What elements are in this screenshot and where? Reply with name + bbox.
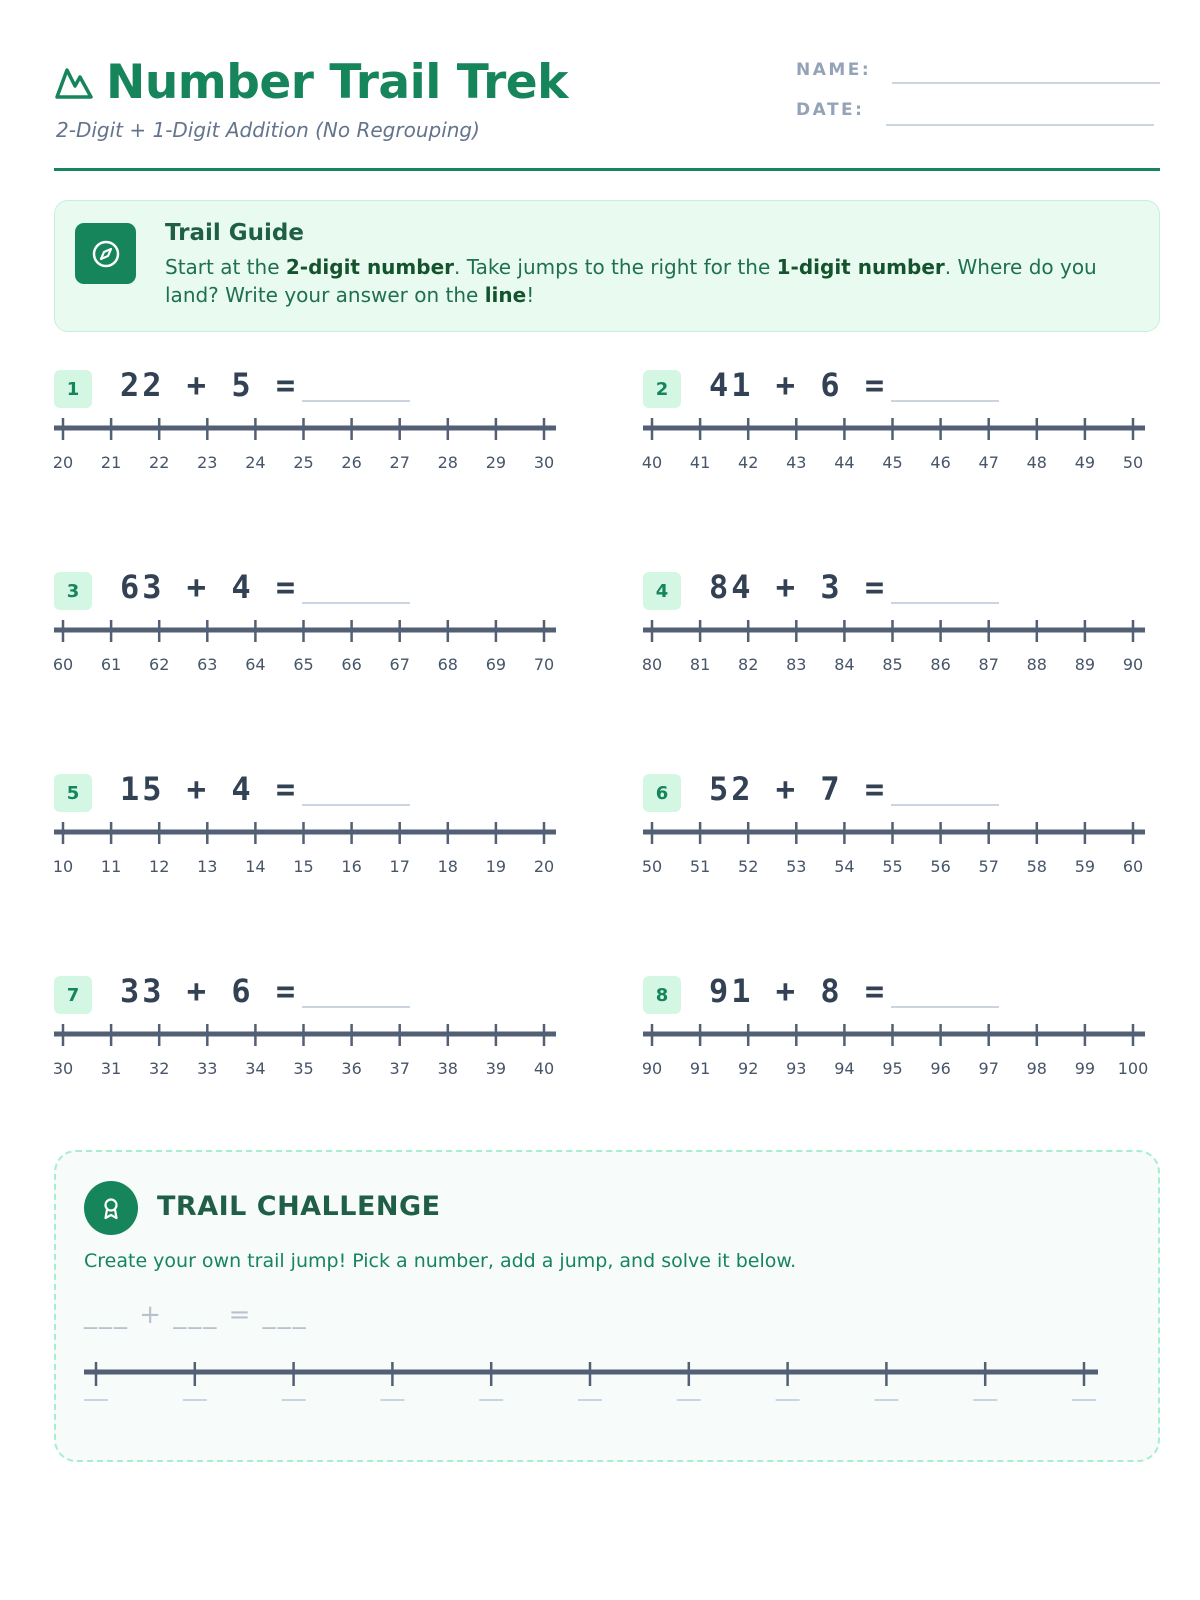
number-line-label: 50 [641, 857, 663, 876]
number-line-label: 20 [52, 453, 74, 472]
number-line-label: 15 [293, 857, 314, 876]
number-line-label: 11 [100, 857, 122, 876]
number-line-label: 83 [786, 655, 807, 674]
page-title: Number Trail Trek [106, 54, 568, 110]
number-line-label: 57 [978, 857, 999, 876]
number-line [643, 617, 1160, 687]
number-line-label: 22 [149, 453, 170, 472]
problem-3 [52, 568, 584, 712]
guide-title: Trail Guide [165, 220, 304, 246]
number-line-label: 36 [341, 1059, 362, 1078]
problem-equation: 22 + 5 = [120, 366, 299, 404]
number-line-label: 31 [100, 1059, 122, 1078]
answer-line[interactable] [302, 1006, 410, 1008]
number-line-label: 46 [930, 453, 951, 472]
number-line-label: 17 [389, 857, 410, 876]
problem-equation: 33 + 6 = [120, 972, 299, 1010]
number-line-label: 66 [341, 655, 362, 674]
problem-4 [641, 568, 1173, 712]
number-line-label: 60 [1122, 857, 1144, 876]
number-line-label: 94 [834, 1059, 855, 1078]
problem-equation: 91 + 8 = [709, 972, 888, 1010]
problem-number: 4 [643, 572, 681, 610]
header-divider [54, 168, 1160, 171]
number-line-label: 40 [533, 1059, 555, 1078]
number-line-label: 95 [882, 1059, 903, 1078]
number-line-label: 62 [149, 655, 170, 674]
name-field[interactable] [892, 82, 1160, 84]
number-line-label: 61 [100, 655, 122, 674]
number-line-label: 18 [437, 857, 458, 876]
trail-guide-box [54, 200, 1160, 332]
number-line-label: 52 [738, 857, 759, 876]
number-line-label: 12 [149, 857, 170, 876]
number-line-label: 91 [689, 1059, 711, 1078]
number-line-label: 80 [641, 655, 663, 674]
number-line-label: 25 [293, 453, 314, 472]
number-line-label: 98 [1026, 1059, 1047, 1078]
problem-equation: 84 + 3 = [709, 568, 888, 606]
number-line [54, 1021, 571, 1091]
problem-8 [641, 972, 1173, 1116]
number-line-label: 21 [100, 453, 122, 472]
problem-number: 8 [643, 976, 681, 1014]
number-line [643, 415, 1160, 485]
number-line-label: 67 [389, 655, 410, 674]
number-line-label: 38 [437, 1059, 458, 1078]
number-line-label: 90 [1122, 655, 1144, 674]
number-line-label: 93 [786, 1059, 807, 1078]
challenge-number-line [84, 1360, 1134, 1410]
number-line-label: 35 [293, 1059, 314, 1078]
number-line-label: 42 [738, 453, 759, 472]
number-line-label: 14 [245, 857, 266, 876]
number-line-label: 84 [834, 655, 855, 674]
number-line-label: 23 [197, 453, 218, 472]
number-line-label: 24 [245, 453, 266, 472]
compass-icon [75, 223, 136, 284]
number-line-label: 37 [389, 1059, 410, 1078]
problem-equation: 41 + 6 = [709, 366, 888, 404]
trail-challenge-box [54, 1150, 1160, 1462]
number-line-label: 26 [341, 453, 362, 472]
challenge-equation-blanks[interactable]: ___ + ___ = ___ [84, 1300, 308, 1330]
answer-line[interactable] [302, 804, 410, 806]
number-line-label: 39 [485, 1059, 507, 1078]
challenge-instructions: Create your own trail jump! Pick a number, add a jump, and solve it below. [84, 1250, 797, 1272]
number-line-label: 30 [52, 1059, 74, 1078]
number-line-label: 68 [437, 655, 458, 674]
problem-number: 2 [643, 370, 681, 408]
number-line-label: 70 [533, 655, 555, 674]
number-line-label: 51 [689, 857, 711, 876]
number-line-label: 64 [245, 655, 266, 674]
number-line-label: 33 [197, 1059, 218, 1078]
guide-instructions: Start at the 2-digit number. Take jumps to the right for the 1-digit number. Where do you land? Write your answer on the line! [165, 255, 1097, 307]
number-line-label: 63 [197, 655, 218, 674]
number-line-label: 85 [882, 655, 903, 674]
number-line-label: 69 [485, 655, 507, 674]
number-line-label: 90 [641, 1059, 663, 1078]
worksheet-header [54, 52, 1160, 170]
number-line-label: 82 [738, 655, 759, 674]
number-line-label: 87 [978, 655, 999, 674]
problem-2 [641, 366, 1173, 510]
number-line-label: 50 [1122, 453, 1144, 472]
answer-line[interactable] [302, 602, 410, 604]
problem-number: 3 [54, 572, 92, 610]
number-line-label: 27 [389, 453, 410, 472]
number-line-label: 99 [1074, 1059, 1096, 1078]
number-line-label: 47 [978, 453, 999, 472]
problem-5 [52, 770, 584, 914]
number-line-label: 92 [738, 1059, 759, 1078]
number-line-label: 96 [930, 1059, 951, 1078]
number-line-label: 41 [689, 453, 711, 472]
number-line-label: 20 [533, 857, 555, 876]
answer-line[interactable] [891, 400, 999, 402]
problem-number: 5 [54, 774, 92, 812]
answer-line[interactable] [891, 804, 999, 806]
number-line [54, 617, 571, 687]
problem-number: 1 [54, 370, 92, 408]
number-line-label: 97 [978, 1059, 999, 1078]
number-line [643, 1021, 1160, 1091]
number-line-label: 53 [786, 857, 807, 876]
number-line-label: 45 [882, 453, 903, 472]
date-field[interactable] [886, 124, 1154, 126]
number-line-label: 16 [341, 857, 362, 876]
number-line-label: 100 [1117, 1059, 1149, 1078]
problem-equation: 52 + 7 = [709, 770, 888, 808]
number-line-label: 40 [641, 453, 663, 472]
problem-7 [52, 972, 584, 1116]
page-subtitle: 2-Digit + 1-Digit Addition (No Regrouping) [56, 118, 480, 142]
number-line-label: 81 [689, 655, 711, 674]
answer-line[interactable] [302, 400, 410, 402]
number-line-label: 19 [485, 857, 507, 876]
number-line [643, 819, 1160, 889]
number-line-label: 10 [52, 857, 74, 876]
number-line-label: 29 [485, 453, 507, 472]
challenge-title: TRAIL CHALLENGE [157, 1191, 441, 1222]
number-line-label: 88 [1026, 655, 1047, 674]
date-label: DATE: [796, 100, 865, 120]
number-line-label: 13 [197, 857, 218, 876]
number-line [54, 415, 571, 485]
problem-1 [52, 366, 584, 510]
number-line-label: 55 [882, 857, 903, 876]
mountain-icon [54, 62, 94, 102]
title-row [54, 52, 568, 112]
number-line-label: 86 [930, 655, 951, 674]
award-icon [84, 1181, 138, 1235]
number-line-label: 54 [834, 857, 855, 876]
number-line-label: 34 [245, 1059, 266, 1078]
problem-equation: 63 + 4 = [120, 568, 299, 606]
number-line-label: 60 [52, 655, 74, 674]
problem-6 [641, 770, 1173, 914]
number-line-label: 59 [1074, 857, 1096, 876]
number-line-label: 32 [149, 1059, 170, 1078]
number-line-label: 48 [1026, 453, 1047, 472]
number-line-label: 58 [1026, 857, 1047, 876]
number-line [54, 819, 571, 889]
number-line-label: 30 [533, 453, 555, 472]
number-line-label: 89 [1074, 655, 1096, 674]
answer-line[interactable] [891, 1006, 999, 1008]
number-line-label: 28 [437, 453, 458, 472]
problem-number: 6 [643, 774, 681, 812]
number-line-label: 49 [1074, 453, 1096, 472]
answer-line[interactable] [891, 602, 999, 604]
number-line-label: 44 [834, 453, 855, 472]
problem-number: 7 [54, 976, 92, 1014]
number-line-label: 43 [786, 453, 807, 472]
number-line-label: 56 [930, 857, 951, 876]
problem-equation: 15 + 4 = [120, 770, 299, 808]
name-label: NAME: [796, 60, 872, 80]
number-line-label: 65 [293, 655, 314, 674]
